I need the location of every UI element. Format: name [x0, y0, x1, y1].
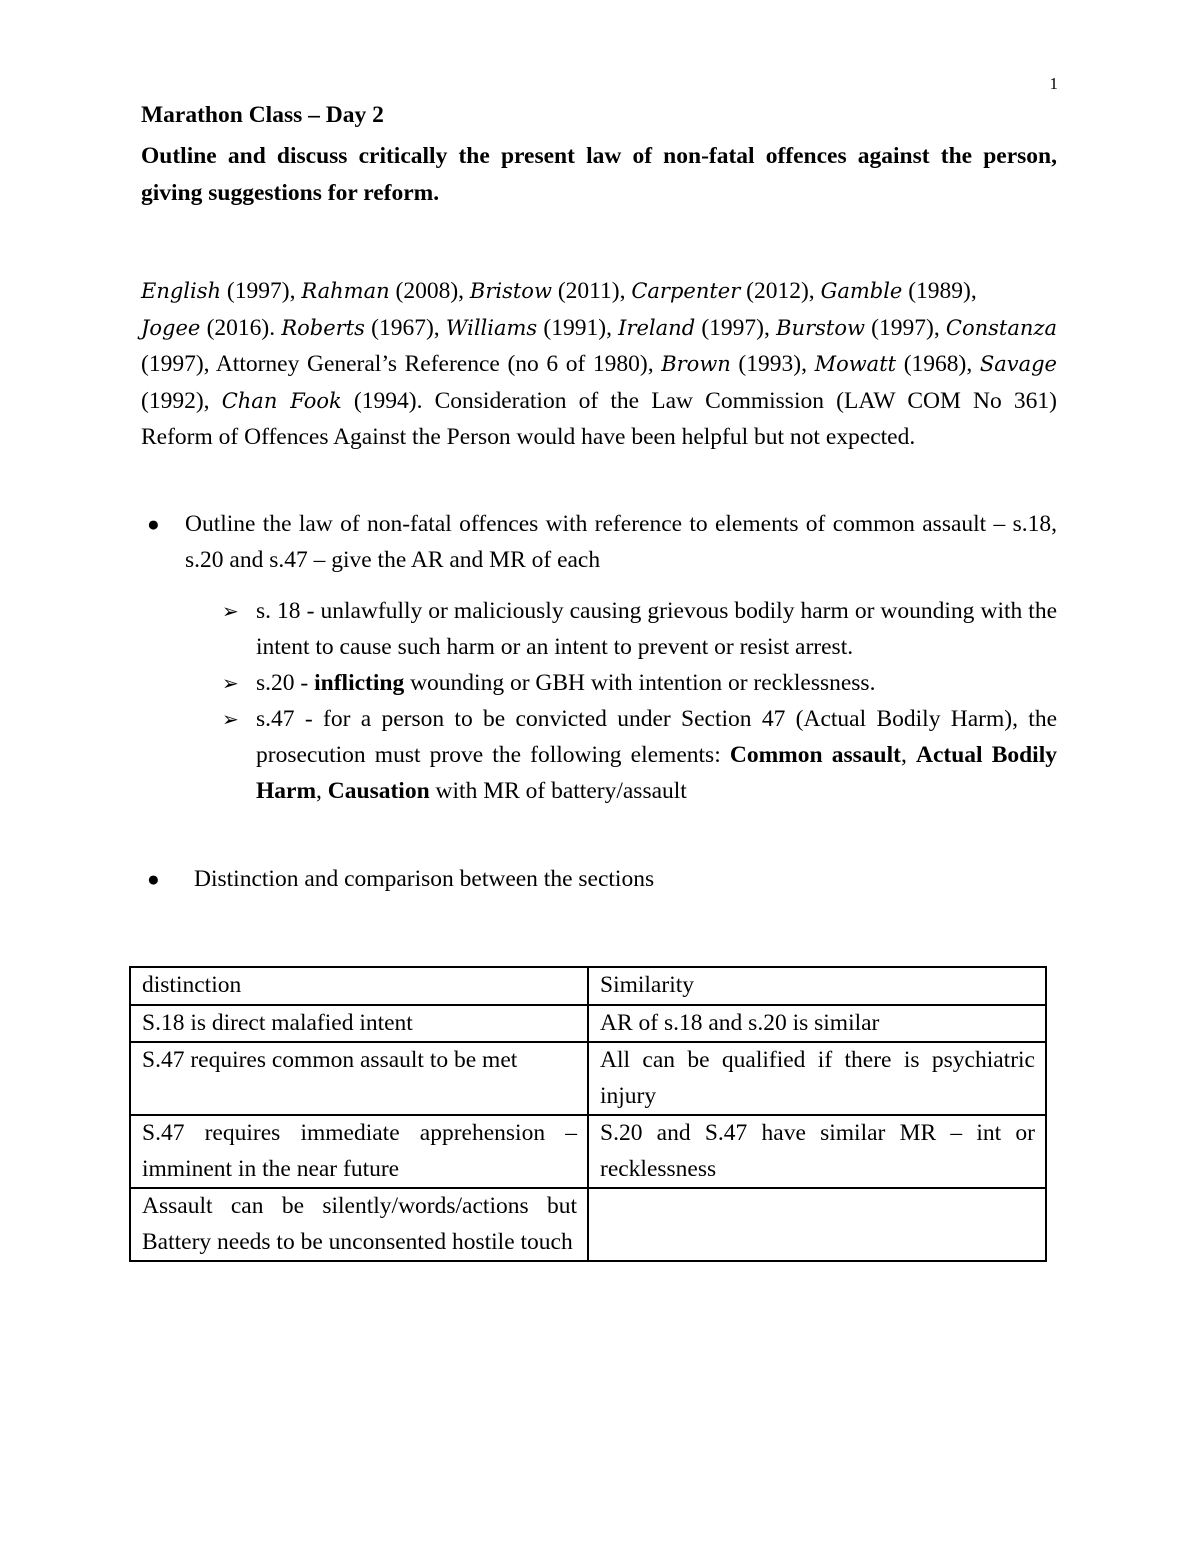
section-item-text: s.47 - for a person to be convicted under Section 47 (Actual Bodily Harm), the prosecution must prove the following elements: — [256, 705, 1057, 768]
comparison-table — [129, 966, 1047, 1262]
table-cell: S.20 and S.47 have similar MR – int or recklessness — [588, 1115, 1046, 1188]
table-row — [130, 1188, 1046, 1261]
case-year: (1991), — [537, 314, 619, 341]
table-header-row — [130, 967, 1046, 1005]
section-item-s47 — [185, 701, 1057, 809]
case-year: (1968), — [896, 351, 980, 378]
case-name: Williams — [445, 315, 538, 340]
case-year: (1967), — [364, 314, 446, 341]
table-header-cell: distinction — [130, 967, 588, 1005]
case-name: Chan Fook — [221, 388, 342, 413]
case-name: Ireland — [618, 315, 696, 340]
document-body — [141, 96, 1057, 897]
section-list — [185, 593, 1057, 809]
outline-list — [141, 506, 1057, 809]
table-cell: AR of s.18 and s.20 is similar — [588, 1005, 1046, 1043]
case-name: Roberts — [281, 315, 365, 340]
case-year: (2011), — [551, 278, 632, 304]
case-year: (2012), — [740, 278, 821, 304]
arrow-bullet-icon: ➢ — [222, 672, 239, 695]
case-name: Bristow — [469, 279, 552, 303]
case-name: English — [141, 279, 222, 303]
case-year: (1994). Consideration of the Law Commission (LAW COM No 361) Reform of Offences Against the Person would have been helpful but not expected. — [141, 387, 1058, 451]
case-name: Brown — [661, 352, 731, 377]
table-row — [130, 1005, 1046, 1043]
section-item-text: wounding or GBH with intention or recklessness. — [404, 669, 876, 696]
case-name: Constanza — [945, 315, 1058, 340]
case-name: Carpenter — [631, 279, 741, 303]
page-number: 1 — [1049, 74, 1058, 93]
outline-item-comparison — [141, 861, 1057, 897]
case-name: Jogee — [141, 315, 201, 340]
bullet-dot-icon: ● — [147, 511, 160, 536]
section-item-s20 — [185, 665, 1057, 701]
arrow-bullet-icon: ➢ — [222, 708, 239, 731]
section-item-text: s.20 - — [256, 669, 315, 696]
section-item-text: s. 18 - unlawfully or maliciously causing grievous bodily harm or wounding with the intent to cause such harm or an intent to prevent or resist arrest. — [256, 597, 1057, 660]
case-year: (1997), — [221, 278, 302, 304]
table-row — [130, 1115, 1046, 1188]
table-cell — [588, 1188, 1046, 1261]
case-name: Gamble — [820, 279, 903, 303]
case-year: (1993), — [730, 351, 815, 378]
case-list — [141, 273, 1057, 456]
bullet-dot-icon: ● — [147, 866, 160, 891]
case-year: (1992), — [141, 387, 222, 414]
outline-item-text: Distinction and comparison between the sections — [194, 865, 655, 892]
case-name: Savage — [979, 352, 1057, 377]
document-title: Marathon Class – Day 2 — [141, 102, 384, 128]
outline-item-text: Outline the law of non-fatal offences with reference to elements of common assault – s.18, s.20 and s.47 – give the AR and MR of each — [185, 510, 1057, 574]
table-cell: S.47 requires immediate apprehension – imminent in the near future — [130, 1115, 588, 1188]
arrow-bullet-icon: ➢ — [222, 600, 239, 623]
separator: , — [900, 741, 916, 768]
emphasis: Common assault — [729, 741, 901, 768]
emphasis: inflicting — [314, 669, 405, 696]
case-name: Mowatt — [814, 352, 897, 377]
case-year: (2008), — [389, 278, 470, 304]
section-item-s18 — [185, 593, 1057, 665]
table-cell: All can be qualified if there is psychiatric injury — [588, 1042, 1046, 1115]
emphasis: Causation — [327, 777, 430, 804]
emphasis: Actual Bodily Harm — [256, 741, 1057, 804]
case-year: (1989), — [902, 278, 977, 304]
case-year: (1997), — [864, 314, 946, 341]
table-header-cell: Similarity — [588, 967, 1046, 1005]
case-year: (2016). — [200, 314, 282, 341]
case-year: (1997), Attorney General’s Reference (no 6 of 1980), — [141, 351, 662, 378]
table-cell: S.18 is direct malafied intent — [130, 1005, 588, 1043]
table-cell: Assault can be silently/words/actions but Battery needs to be unconsented hostile touch — [130, 1188, 588, 1261]
outline-item — [141, 506, 1057, 809]
section-item-text: with MR of battery/assault — [429, 777, 687, 804]
separator: , — [316, 777, 328, 804]
table-cell: S.47 requires common assault to be met — [130, 1042, 588, 1115]
case-name: Burstow — [776, 315, 865, 340]
essay-question: Outline and discuss critically the present law of non-fatal offences against the person, giving suggestions for reform. — [141, 143, 1057, 206]
case-name: Rahman — [301, 279, 390, 303]
case-year: (1997), — [695, 314, 777, 341]
table-row — [130, 1042, 1046, 1115]
